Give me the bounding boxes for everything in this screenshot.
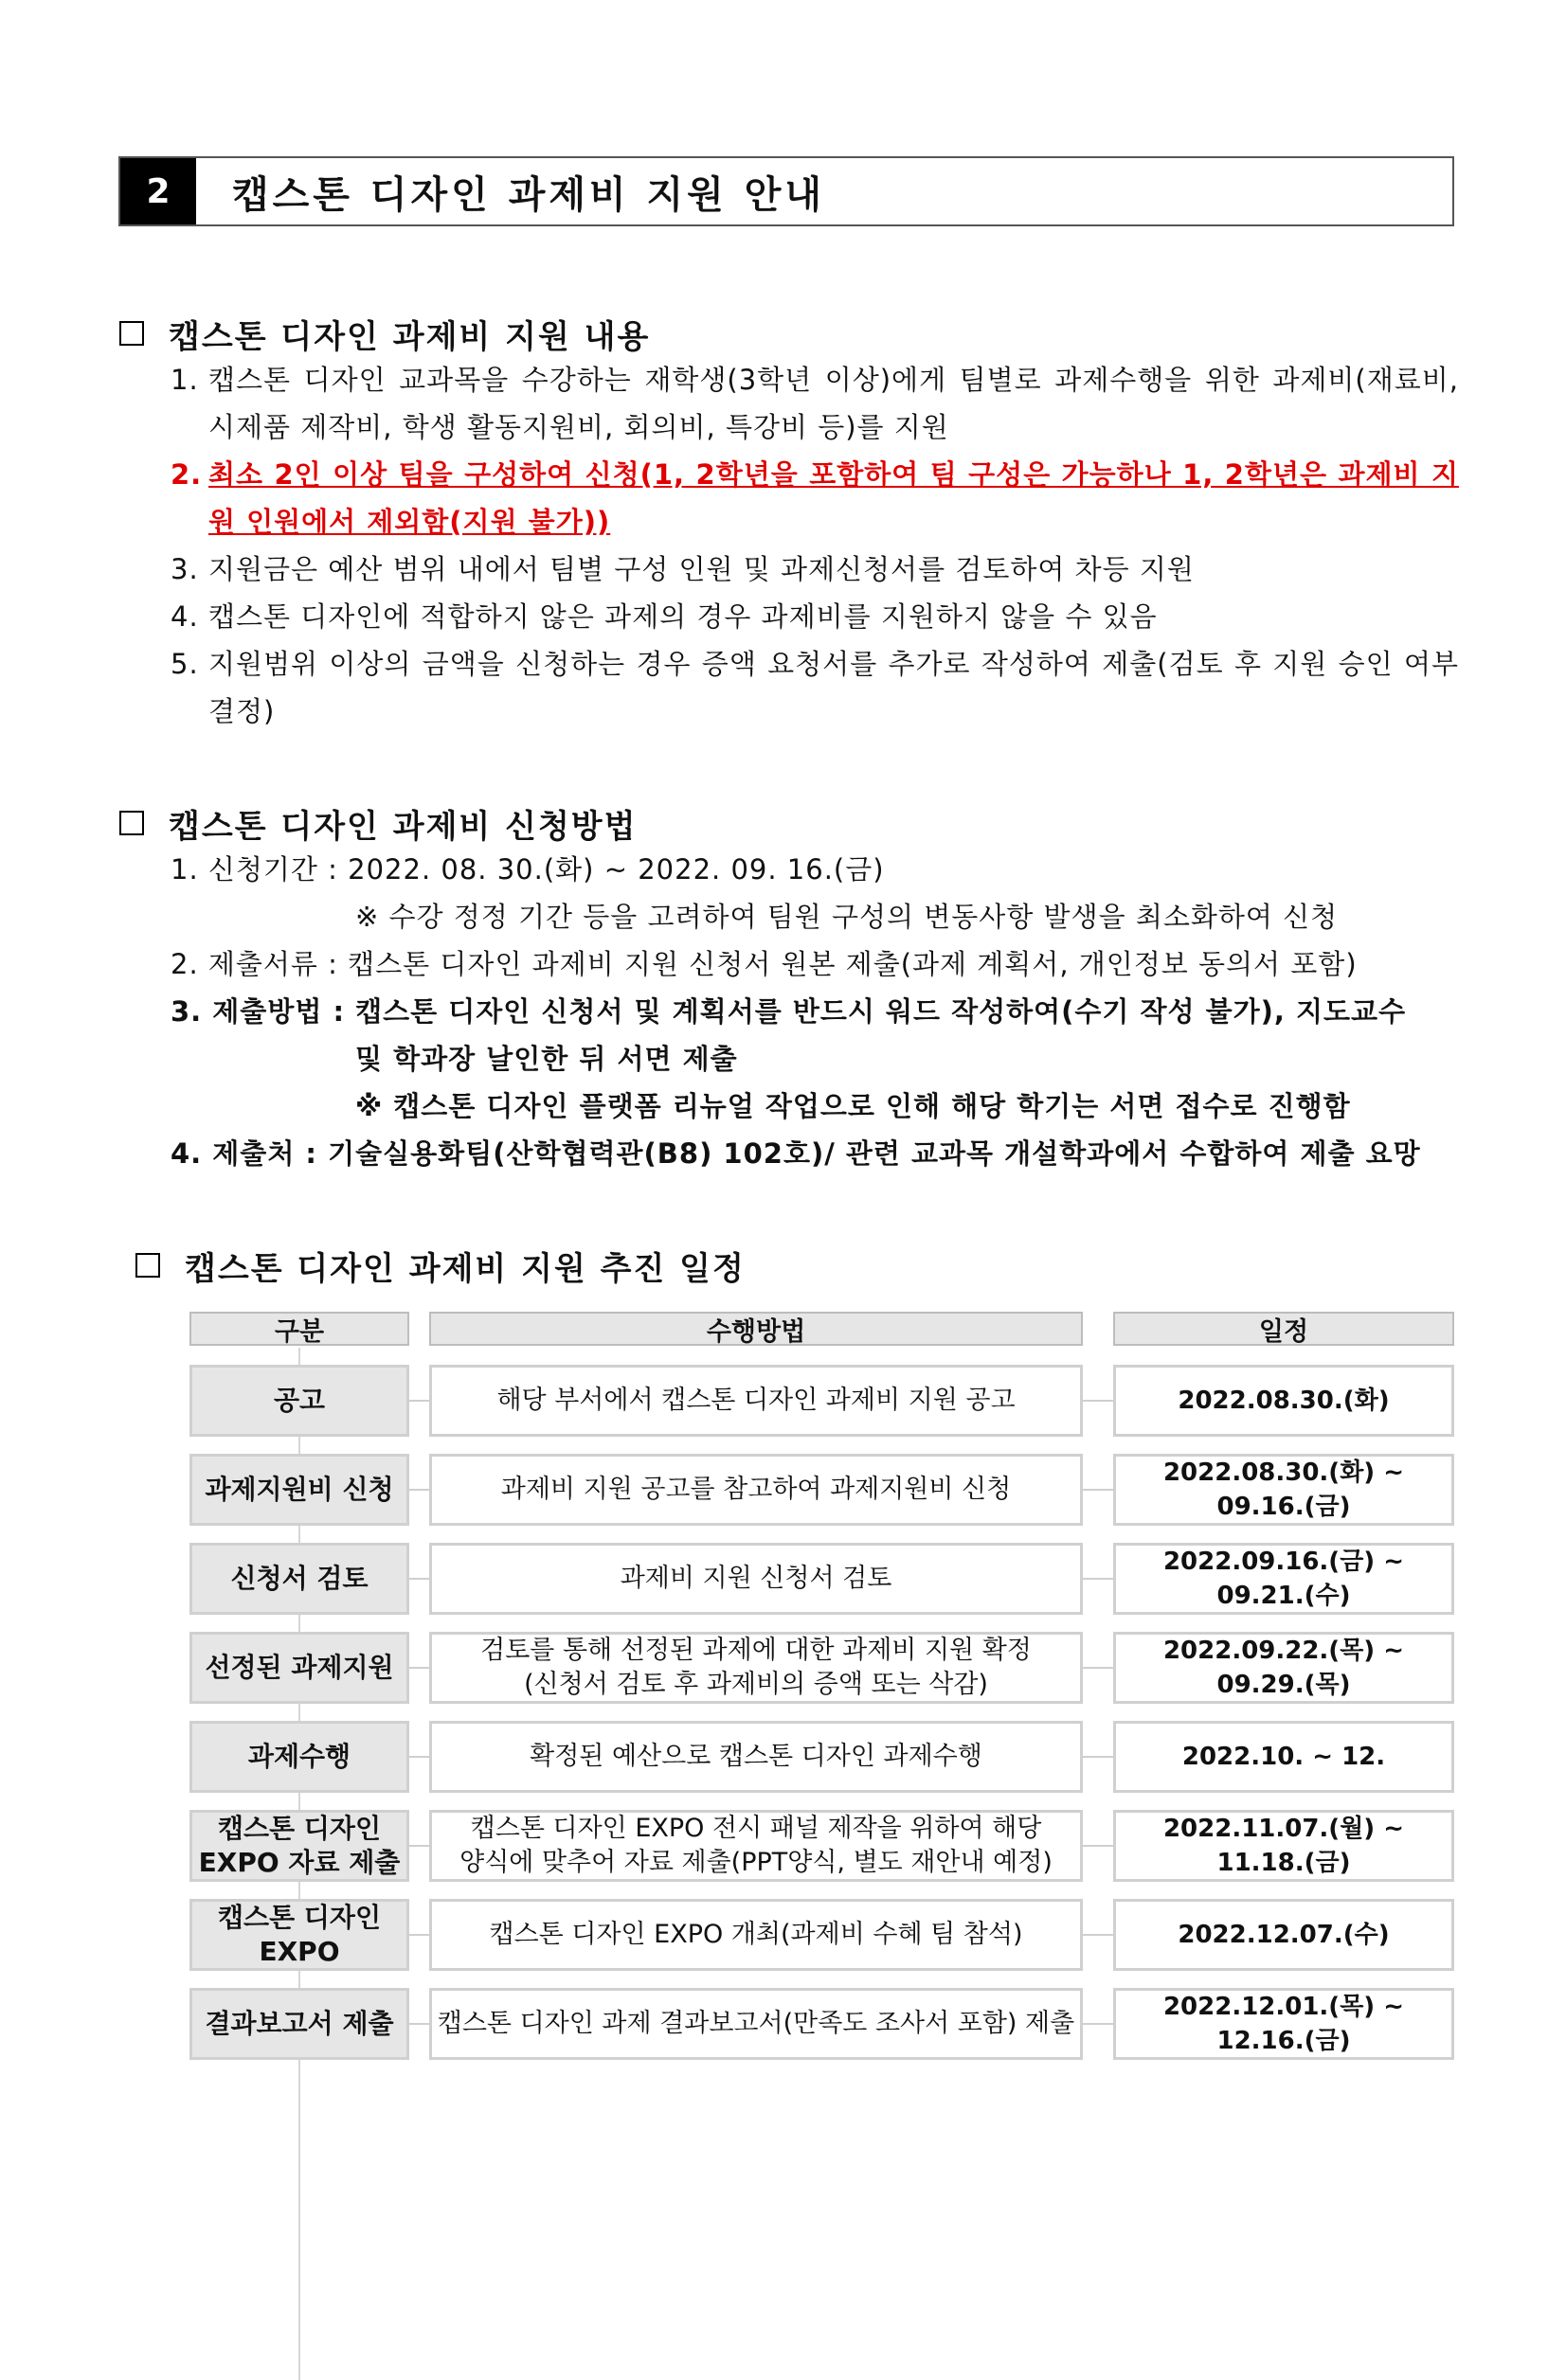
date-cell: 2022.09.16.(금) ~ 09.21.(수) xyxy=(1113,1543,1454,1615)
category-line: EXPO xyxy=(259,1936,340,1967)
section-schedule xyxy=(130,1243,1475,1288)
section-application-method xyxy=(114,800,1459,1177)
item-number: 2. xyxy=(171,458,203,491)
category-line: EXPO 자료 제출 xyxy=(198,1847,401,1878)
note-text: ※ 수강 정정 기간 등을 고려하여 팀원 구성의 변동사항 발생을 최소화하여 신청 xyxy=(355,901,1339,933)
category-cell: 선정된 과제지원 xyxy=(189,1632,409,1704)
method-cell xyxy=(429,1632,1083,1704)
item-number: 1. xyxy=(171,364,199,396)
method-cell: 확정된 예산으로 캡스톤 디자인 과제수행 xyxy=(429,1721,1083,1793)
method-cell: 캡스톤 디자인 과제 결과보고서(만족도 조사서 포함) 제출 xyxy=(429,1988,1083,2060)
schedule-table xyxy=(189,1312,1454,2060)
note-text: ※ 캡스톤 디자인 플랫폼 리뉴얼 작업으로 인해 해당 학기는 서면 접수로 진행함 xyxy=(355,1090,1351,1122)
checkbox-square-icon xyxy=(135,1253,160,1278)
heading-text: 캡스톤 디자인 과제비 지원 추진 일정 xyxy=(185,1249,746,1288)
method-cell: 캡스톤 디자인 EXPO 개최(과제비 수혜 팀 참석) xyxy=(429,1899,1083,1971)
table-header xyxy=(189,1312,1454,1348)
list-item xyxy=(114,356,1459,451)
table-row xyxy=(189,1899,1454,1971)
table-row xyxy=(189,1365,1454,1437)
date-cell: 2022.12.07.(수) xyxy=(1113,1899,1454,1971)
section-heading xyxy=(130,1243,1475,1288)
date-cell: 2022.11.07.(월) ~ 11.18.(금) xyxy=(1113,1810,1454,1882)
date-cell: 2022.12.01.(목) ~ 12.16.(금) xyxy=(1113,1988,1454,2060)
date-cell: 2022.09.22.(목) ~ 09.29.(목) xyxy=(1113,1632,1454,1704)
category-cell: 과제지원비 신청 xyxy=(189,1454,409,1526)
list-item: 3. 제출방법 : 캡스톤 디자인 신청서 및 계획서를 반드시 워드 작성하여(수기 작성 불가), 지도교수 xyxy=(171,995,1407,1028)
section-heading xyxy=(114,311,1459,356)
item-number: 5. xyxy=(171,648,199,680)
page-title: 캡스톤 디자인 과제비 지원 안내 xyxy=(232,172,826,217)
column-header: 수행방법 xyxy=(429,1312,1083,1346)
section-title-bar xyxy=(118,156,1454,226)
method-line: (신청서 검토 후 과제비의 증액 또는 삭감) xyxy=(524,1670,988,1699)
table-row xyxy=(189,1988,1454,2060)
category-cell: 신청서 검토 xyxy=(189,1543,409,1615)
list-item: 4. 제출처 : 기술실용화팀(산학협력관(B8) 102호)/ 관련 교과목 개설학과에서 수합하여 제출 요망 xyxy=(171,1137,1421,1170)
item-number: 3. xyxy=(171,553,199,585)
item-text: 지원금은 예산 범위 내에서 팀별 구성 인원 및 과제신청서를 검토하여 차등 지원 xyxy=(208,553,1195,585)
method-line: 캡스톤 디자인 EXPO 전시 패널 제작을 위하여 해당 xyxy=(470,1814,1042,1843)
column-header: 일정 xyxy=(1113,1312,1454,1346)
table-row xyxy=(189,1810,1454,1882)
table-row xyxy=(189,1632,1454,1704)
list-item xyxy=(114,593,1459,640)
method-cell xyxy=(429,1810,1083,1882)
item-text: 캡스톤 디자인에 적합하지 않은 과제의 경우 과제비를 지원하지 않을 수 있음 xyxy=(208,600,1158,633)
category-line: 캡스톤 디자인 xyxy=(217,1902,382,1933)
table-row xyxy=(189,1454,1454,1526)
category-cell xyxy=(189,1810,409,1882)
table-row xyxy=(189,1543,1454,1615)
category-line: 캡스톤 디자인 xyxy=(217,1813,382,1844)
category-cell xyxy=(189,1899,409,1971)
category-cell: 결과보고서 제출 xyxy=(189,1988,409,2060)
date-cell: 2022.08.30.(화) ~ 09.16.(금) xyxy=(1113,1454,1454,1526)
category-cell: 공고 xyxy=(189,1365,409,1437)
method-cell: 과제비 지원 공고를 참고하여 과제지원비 신청 xyxy=(429,1454,1083,1526)
column-header: 구분 xyxy=(189,1312,409,1346)
date-cell: 2022.08.30.(화) xyxy=(1113,1365,1454,1437)
table-row xyxy=(189,1721,1454,1793)
method-line: 양식에 맞추어 자료 제출(PPT양식, 별도 재안내 예정) xyxy=(459,1848,1053,1877)
list-item-continuation: 및 학과장 날인한 뒤 서면 제출 xyxy=(355,1043,738,1075)
method-line: 검토를 통해 선정된 과제에 대한 과제비 지원 확정 xyxy=(480,1636,1032,1665)
heading-text: 캡스톤 디자인 과제비 지원 내용 xyxy=(169,317,651,356)
list-item xyxy=(114,546,1459,593)
checkbox-square-icon xyxy=(119,811,144,835)
heading-text: 캡스톤 디자인 과제비 신청방법 xyxy=(169,807,638,846)
method-cell: 과제비 지원 신청서 검토 xyxy=(429,1543,1083,1615)
list-item: 1. 신청기간 : 2022. 08. 30.(화) ~ 2022. 09. 16.(금) xyxy=(171,853,885,886)
section-number: 2 xyxy=(120,158,196,224)
section-support-content xyxy=(114,311,1459,735)
item-number: 4. xyxy=(171,600,199,633)
list-item-highlight xyxy=(114,451,1459,546)
item-text: 지원범위 이상의 금액을 신청하는 경우 증액 요청서를 추가로 작성하여 제출(검토 후 지원 승인 여부 결정) xyxy=(208,648,1459,727)
method-cell: 해당 부서에서 캡스톤 디자인 과제비 지원 공고 xyxy=(429,1365,1083,1437)
list-item: 2. 제출서류 : 캡스톤 디자인 과제비 지원 신청서 원본 제출(과제 계획서, 개인정보 동의서 포함) xyxy=(171,948,1358,980)
item-text: 최소 2인 이상 팀을 구성하여 신청(1, 2학년을 포함하여 팀 구성은 가능하나 1, 2학년은 과제비 지원 인원에서 제외함(지원 불가)) xyxy=(208,458,1459,538)
section-heading xyxy=(114,800,1459,846)
checkbox-square-icon xyxy=(119,321,144,346)
item-text: 캡스톤 디자인 교과목을 수강하는 재학생(3학년 이상)에게 팀별로 과제수행을 위한 과제비(재료비, 시제품 제작비, 학생 활동지원비, 회의비, 특강비 등)를 지원 xyxy=(208,364,1459,443)
category-cell: 과제수행 xyxy=(189,1721,409,1793)
date-cell: 2022.10. ~ 12. xyxy=(1113,1721,1454,1793)
list-item xyxy=(114,640,1459,735)
